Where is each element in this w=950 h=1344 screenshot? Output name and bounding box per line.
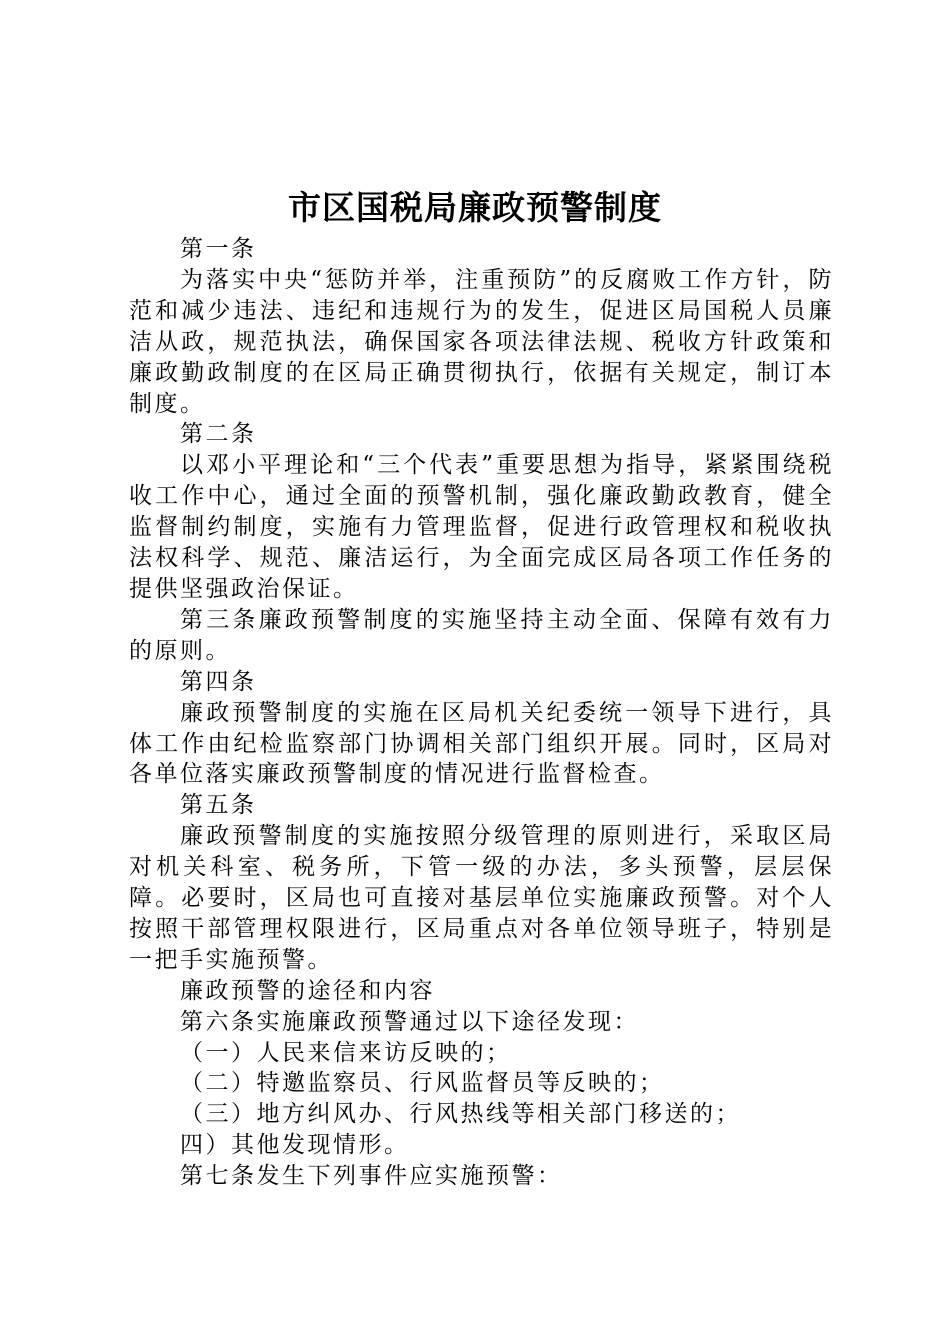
- list-item: （一）人民来信来访反映的；: [180, 1039, 512, 1066]
- article-heading: 第四条: [180, 668, 257, 695]
- paragraph: 第六条实施廉政预警通过以下途径发现：: [180, 1008, 639, 1035]
- section-heading: 廉政预警的途径和内容: [180, 977, 435, 1004]
- paragraph: 以邓小平理论和“三个代表”重要思想为指导，紧紧围绕税收工作中心，通过全面的预警机制，强化廉政勤政教育，健全监督制约制度，实施有力管理监督，促进行政管理权和税收执法权科学、规范、廉洁运行，为全面完成区局各项工作任务的提供坚强政治保证。: [129, 452, 834, 602]
- paragraph: 廉政预警制度的实施按照分级管理的原则进行，采取区局对机关科室、税务所，下管一级的办法，多头预警，层层保障。必要时，区局也可直接对基层单位实施廉政预警。对个人按照干部管理权限进行，区局重点对各单位领导班子，特别是一把手实施预警。: [129, 823, 834, 973]
- paragraph: 第七条发生下列事件应实施预警：: [180, 1163, 563, 1190]
- article-heading: 第二条: [180, 421, 257, 448]
- paragraph: 廉政预警制度的实施在区局机关纪委统一领导下进行，具体工作由纪检监察部门协调相关部门组织开展。同时，区局对各单位落实廉政预警制度的情况进行监督检查。: [129, 699, 834, 788]
- document-body: [129, 234, 834, 1192]
- document-title: 市区国税局廉政预警制度: [288, 188, 662, 227]
- list-item: 四）其他发现情形。: [180, 1132, 410, 1159]
- article-heading: 第一条: [180, 236, 257, 262]
- paragraph: 第三条廉政预警制度的实施坚持主动全面、保障有效有力的原则。: [129, 606, 834, 664]
- list-item: （三）地方纠风办、行风热线等相关部门移送的；: [180, 1101, 741, 1128]
- article-heading: 第五条: [180, 792, 257, 819]
- list-item: （二）特邀监察员、行风监督员等反映的；: [180, 1070, 665, 1097]
- paragraph: 为落实中央“惩防并举，注重预防”的反腐败工作方针，防范和减少违法、违纪和违规行为的发生，促进区局国税人员廉洁从政，规范执法，确保国家各项法律法规、税收方针政策和廉政勤政制度的在区局正确贯彻执行，依据有关规定，制订本制度。: [129, 266, 834, 417]
